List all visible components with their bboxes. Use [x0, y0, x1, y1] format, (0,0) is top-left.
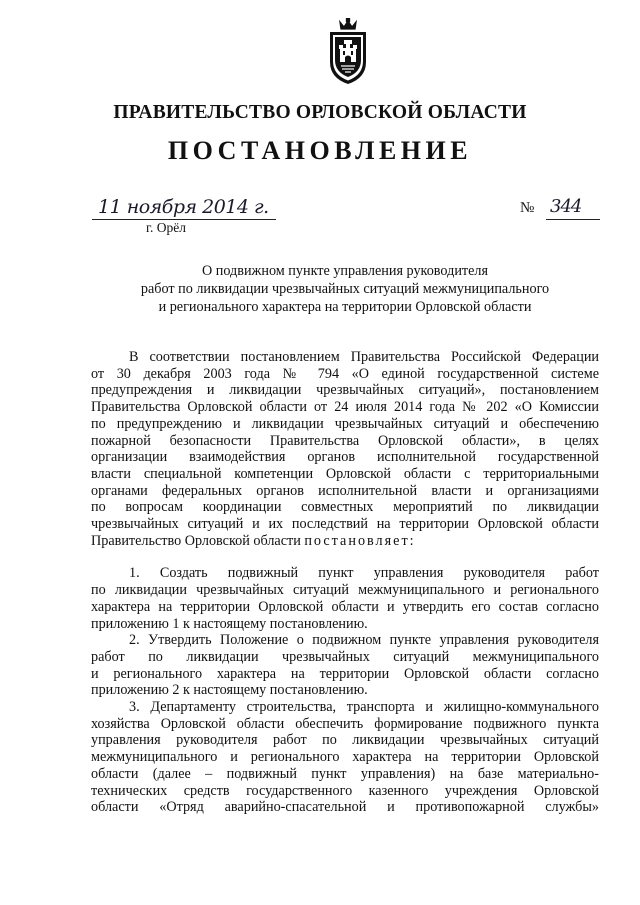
government-name: ПРАВИТЕЛЬСТВО ОРЛОВСКОЙ ОБЛАСТИ — [113, 102, 527, 123]
subject-line: работ по ликвидации чрезвычайных ситуаций межмуниципального — [140, 281, 550, 297]
subject-line: О подвижном пункте управления руководителя — [201, 263, 489, 279]
item-1-line: по ликвидации чрезвычайных ситуаций межмуниципального и регионального — [91, 582, 599, 599]
handwritten-date: 11 ноября 2014 г. — [98, 196, 269, 218]
item-2-line: работ по ликвидации чрезвычайных ситуаций межмуниципального — [91, 648, 599, 665]
item-3-line: области (далее – подвижный пункт управления) на базе материально- — [91, 765, 599, 782]
item-1-line: приложению 1 к настоящему постановлению. — [91, 615, 368, 632]
coat-of-arms-emblem — [322, 18, 374, 86]
document-subject — [80, 262, 610, 316]
preamble-line: власти специальной компетенции Орловской области с территориальными — [91, 465, 599, 482]
paragraph-gap — [91, 549, 599, 565]
item-1-line: 1. Создать подвижный пункт управления руководителя работ — [129, 565, 599, 582]
item-2-line: приложению 2 к настоящему постановлению. — [91, 682, 368, 699]
preamble-line: пожарной безопасности Правительства Орловской области», в целях — [91, 432, 599, 449]
item-2-line: и регионального характера на территории Орловской области согласно — [91, 665, 599, 682]
item-3-line: области «Отряд аварийно-спасательной и противопожарной службы» — [91, 799, 599, 816]
number-sign: № — [520, 200, 535, 216]
item-3-line: межмуниципального и регионального характера на территории Орловской — [91, 749, 599, 766]
subject-line: и регионального характера на территории Орловской области — [158, 299, 532, 315]
preamble-line: организации взаимодействия органов исполнительной государственной — [91, 449, 599, 466]
item-3-line: управления руководителя работ по ликвидации чрезвычайных ситуаций — [91, 732, 599, 749]
preamble-final-line — [91, 533, 599, 550]
preamble-line: В соответствии постановлением Правительства Российской Федерации — [129, 349, 599, 365]
resolves-word: постановляет: — [304, 532, 416, 549]
item-3-line: 3. Департаменту строительства, транспорта и жилищно-коммунального — [129, 699, 599, 716]
number-underline — [546, 219, 600, 220]
date-field — [92, 196, 276, 222]
item-3-line: технических средств государственного казенного учреждения Орловской — [91, 782, 599, 799]
city-label: г. Орёл — [146, 220, 186, 235]
preamble-end: Правительство Орловской области — [91, 532, 301, 549]
preamble-line: органами федеральных органов исполнительной власти и организациями — [91, 482, 599, 499]
document-body — [91, 349, 599, 816]
preamble-line: Правительства Орловской области от 24 июля 2014 года № 202 «О Комиссии — [91, 399, 599, 416]
preamble-line: предупреждения и ликвидации чрезвычайных ситуаций», постановлением — [91, 382, 599, 399]
item-1-line: характера на территории Орловской области и утвердить его состав согласно — [91, 598, 599, 615]
item-3-line: хозяйства Орловской области обеспечить формирование подвижного пункта — [91, 715, 599, 732]
preamble-line: от 30 декабря 2003 года № 794 «О единой государственной системе — [91, 365, 599, 382]
preamble-line: по предупреждению и ликвидации чрезвычайных ситуаций и обеспечению — [91, 415, 599, 432]
preamble-line: по вопросам координации совместных мероприятий по ликвидации — [91, 499, 599, 516]
preamble-line: чрезвычайных ситуаций и их последствий на территории Орловской области — [91, 516, 599, 533]
document-type: ПОСТАНОВЛЕНИЕ — [167, 136, 473, 165]
number-field — [520, 196, 600, 222]
handwritten-number: 344 — [550, 196, 582, 217]
item-2-line: 2. Утвердить Положение о подвижном пункте управления руководителя — [129, 632, 599, 649]
